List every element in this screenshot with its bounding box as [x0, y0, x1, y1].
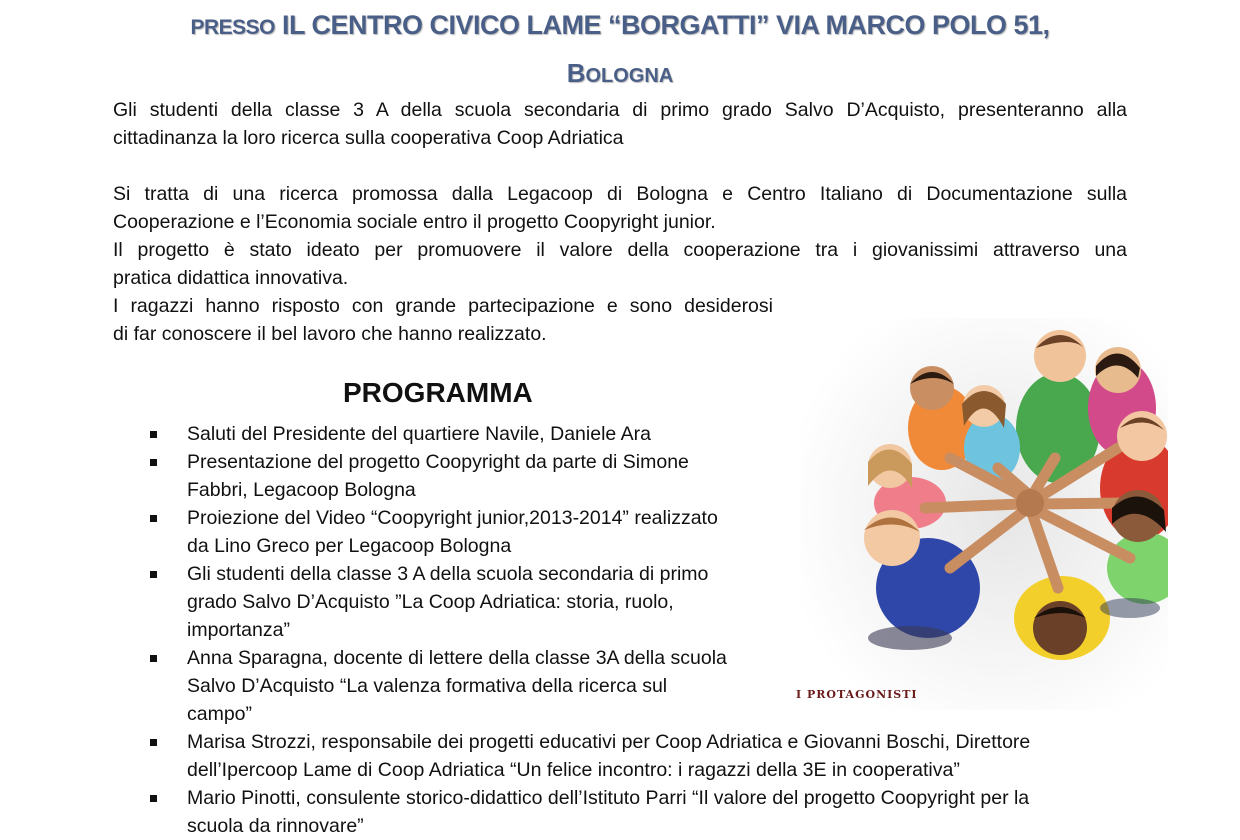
bullet-icon — [150, 655, 157, 662]
intro-line: di far conoscere il bel lavoro che hanno realizzato. — [113, 323, 547, 345]
list-item — [148, 784, 1030, 840]
intro-line: Il progetto è stato ideato per promuovere il valore della cooperazione tra i giovanissimi attraverso una — [113, 239, 1127, 261]
list-item-line: Proiezione del Video “Coopyright junior,2013-2014” realizzato — [187, 507, 718, 529]
venue-address: IL CENTRO CIVICO LAME “BORGATTI” VIA MARCO POLO 51, — [282, 10, 1050, 40]
intro-line: pratica didattica innovativa. — [113, 267, 349, 289]
intro-line: Gli studenti della classe 3 A della scuola secondaria di primo grado Salvo D’Acquisto, presenteranno alla — [113, 99, 1127, 121]
photo-caption: I PROTAGONISTI — [796, 688, 918, 701]
intro-line: Cooperazione e l’Economia sociale entro il progetto Coopyright junior. — [113, 211, 716, 233]
bullet-icon — [150, 431, 157, 438]
bullet-icon — [150, 571, 157, 578]
list-item-line: dell’Ipercoop Lame di Coop Adriatica “Un felice incontro: i ragazzi della 3E in cooperativa” — [187, 759, 960, 781]
list-item-line: Presentazione del progetto Coopyright da parte di Simone — [187, 451, 689, 473]
intro-line: I ragazzi hanno risposto con grande partecipazione e sono desiderosi — [113, 295, 773, 317]
intro-line: Si tratta di una ricerca promossa dalla Legacoop di Bologna e Centro Italiano di Documentazione sulla — [113, 183, 1127, 205]
list-item-line: Marisa Strozzi, responsabile dei progetti educativi per Coop Adriatica e Giovanni Boschi, Direttore — [187, 731, 1031, 753]
bullet-icon — [150, 795, 157, 802]
event-city-heading — [0, 58, 1240, 89]
list-item-line: Mario Pinotti, consulente storico-didattico dell’Istituto Parri “Il valore del progetto Coopyright per la — [187, 787, 1030, 809]
list-item-line: grado Salvo D’Acquisto ”La Coop Adriatica: storia, ruolo, — [187, 591, 674, 613]
bullet-icon — [150, 739, 157, 746]
children-circle-photo — [800, 318, 1168, 710]
list-item-line: Fabbri, Legacoop Bologna — [187, 479, 416, 501]
list-item-line: scuola da rinnovare” — [187, 815, 364, 837]
intro-line: cittadinanza la loro ricerca sulla cooperativa Coop Adriatica — [113, 127, 624, 149]
bullet-icon — [150, 515, 157, 522]
city-rest: OLOGNA — [585, 65, 674, 87]
list-item-line: Gli studenti della classe 3 A della scuola secondaria di primo — [187, 563, 709, 585]
event-venue-heading — [0, 10, 1240, 41]
list-item-line: campo” — [187, 703, 253, 725]
list-item — [148, 728, 1030, 784]
list-item-line: importanza” — [187, 619, 290, 641]
bullet-icon — [150, 459, 157, 466]
city-initial: B — [566, 58, 586, 88]
list-item-line: Saluti del Presidente del quartiere Navile, Daniele Ara — [187, 423, 651, 445]
list-item-line: da Lino Greco per Legacoop Bologna — [187, 535, 512, 557]
list-item-line: Anna Sparagna, docente di lettere della classe 3A della scuola — [187, 647, 727, 669]
list-item-line: Salvo D’Acquisto “La valenza formativa della ricerca sul — [187, 675, 668, 697]
venue-prefix: PRESSO — [190, 16, 275, 39]
programma-title: PROGRAMMA — [343, 377, 533, 408]
